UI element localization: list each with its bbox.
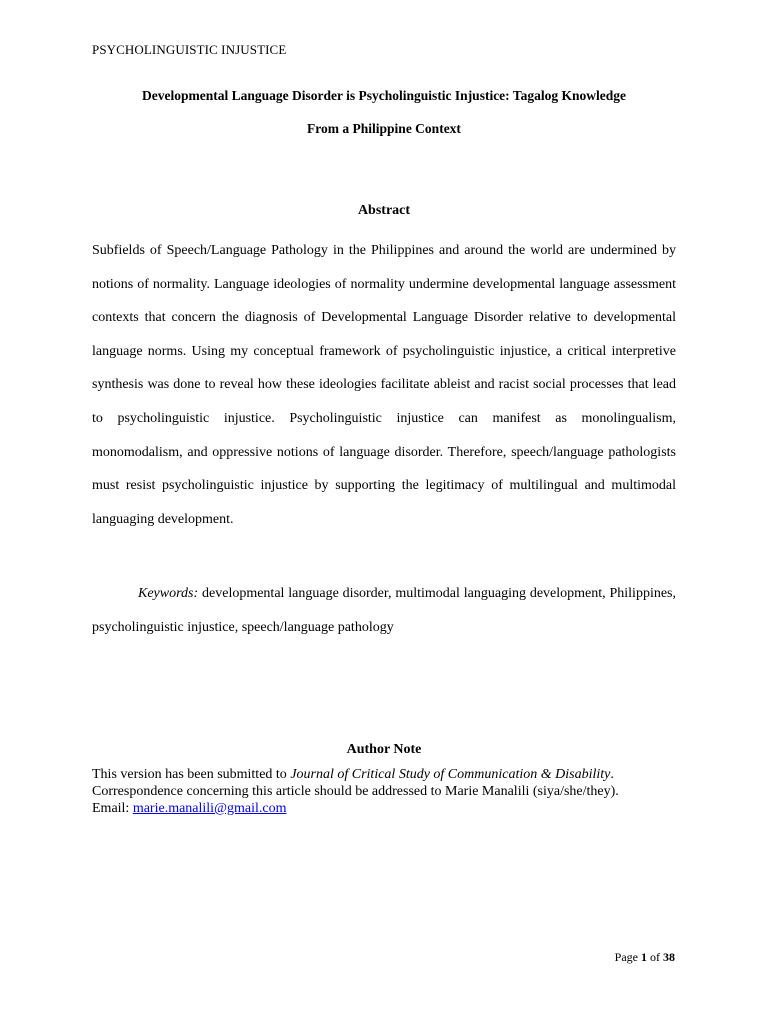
author-note-heading: Author Note	[346, 742, 422, 757]
paper-title-line-1: Developmental Language Disorder is Psycholinguistic Injustice: Tagalog Knowledge	[142, 88, 626, 103]
abstract-heading: Abstract	[357, 203, 411, 218]
journal-name: Journal of Critical Study of Communication & Disability	[290, 767, 611, 782]
email-link[interactable]: marie.manalili@gmail.com	[132, 801, 287, 816]
page-number: 1	[641, 950, 647, 964]
author-note	[92, 766, 682, 817]
page-label: Page	[614, 950, 641, 964]
keywords-paragraph	[92, 577, 676, 644]
keywords-text: developmental language disorder, multimodal languaging development, Philippines, psycholinguistic injustice, speech/language pathology	[92, 586, 676, 635]
keywords-label: Keywords:	[138, 586, 199, 601]
paper-title-line-2: From a Philippine Context	[307, 121, 461, 136]
running-head: PSYCHOLINGUISTIC INJUSTICE	[92, 42, 287, 57]
submission-suffix: .	[610, 767, 614, 782]
of-label: of	[647, 950, 663, 964]
abstract-body	[92, 234, 676, 536]
page-footer	[615, 950, 675, 965]
email-line	[92, 800, 682, 817]
submission-prefix: This version has been submitted to	[92, 767, 291, 782]
submission-line	[92, 766, 682, 783]
correspondence-line: Correspondence concerning this article should be addressed to Marie Manalili (siya/she/they).	[92, 784, 619, 799]
total-pages: 38	[663, 950, 675, 964]
email-label: Email:	[92, 801, 133, 816]
abstract-text: Subfields of Speech/Language Pathology in the Philippines and around the world are undermined by notions of normality. Language ideologies of normality undermine developmental language assessment contexts that concern the diagnosis of Developmental Language Disorder relative to developmental language norms. Using my conceptual framework of psycholinguistic injustice, a critical interpretive synthesis was done to reveal how these ideologies facilitate ableist and racist social processes that lead to psycholinguistic injustice. Psycholinguistic injustice can manifest as monolingualism, monomodalism, and oppressive notions of language disorder. Therefore, speech/language pathologists must resist psycholinguistic injustice by supporting the legitimacy of multilingual and multimodal languaging development.	[92, 243, 676, 527]
